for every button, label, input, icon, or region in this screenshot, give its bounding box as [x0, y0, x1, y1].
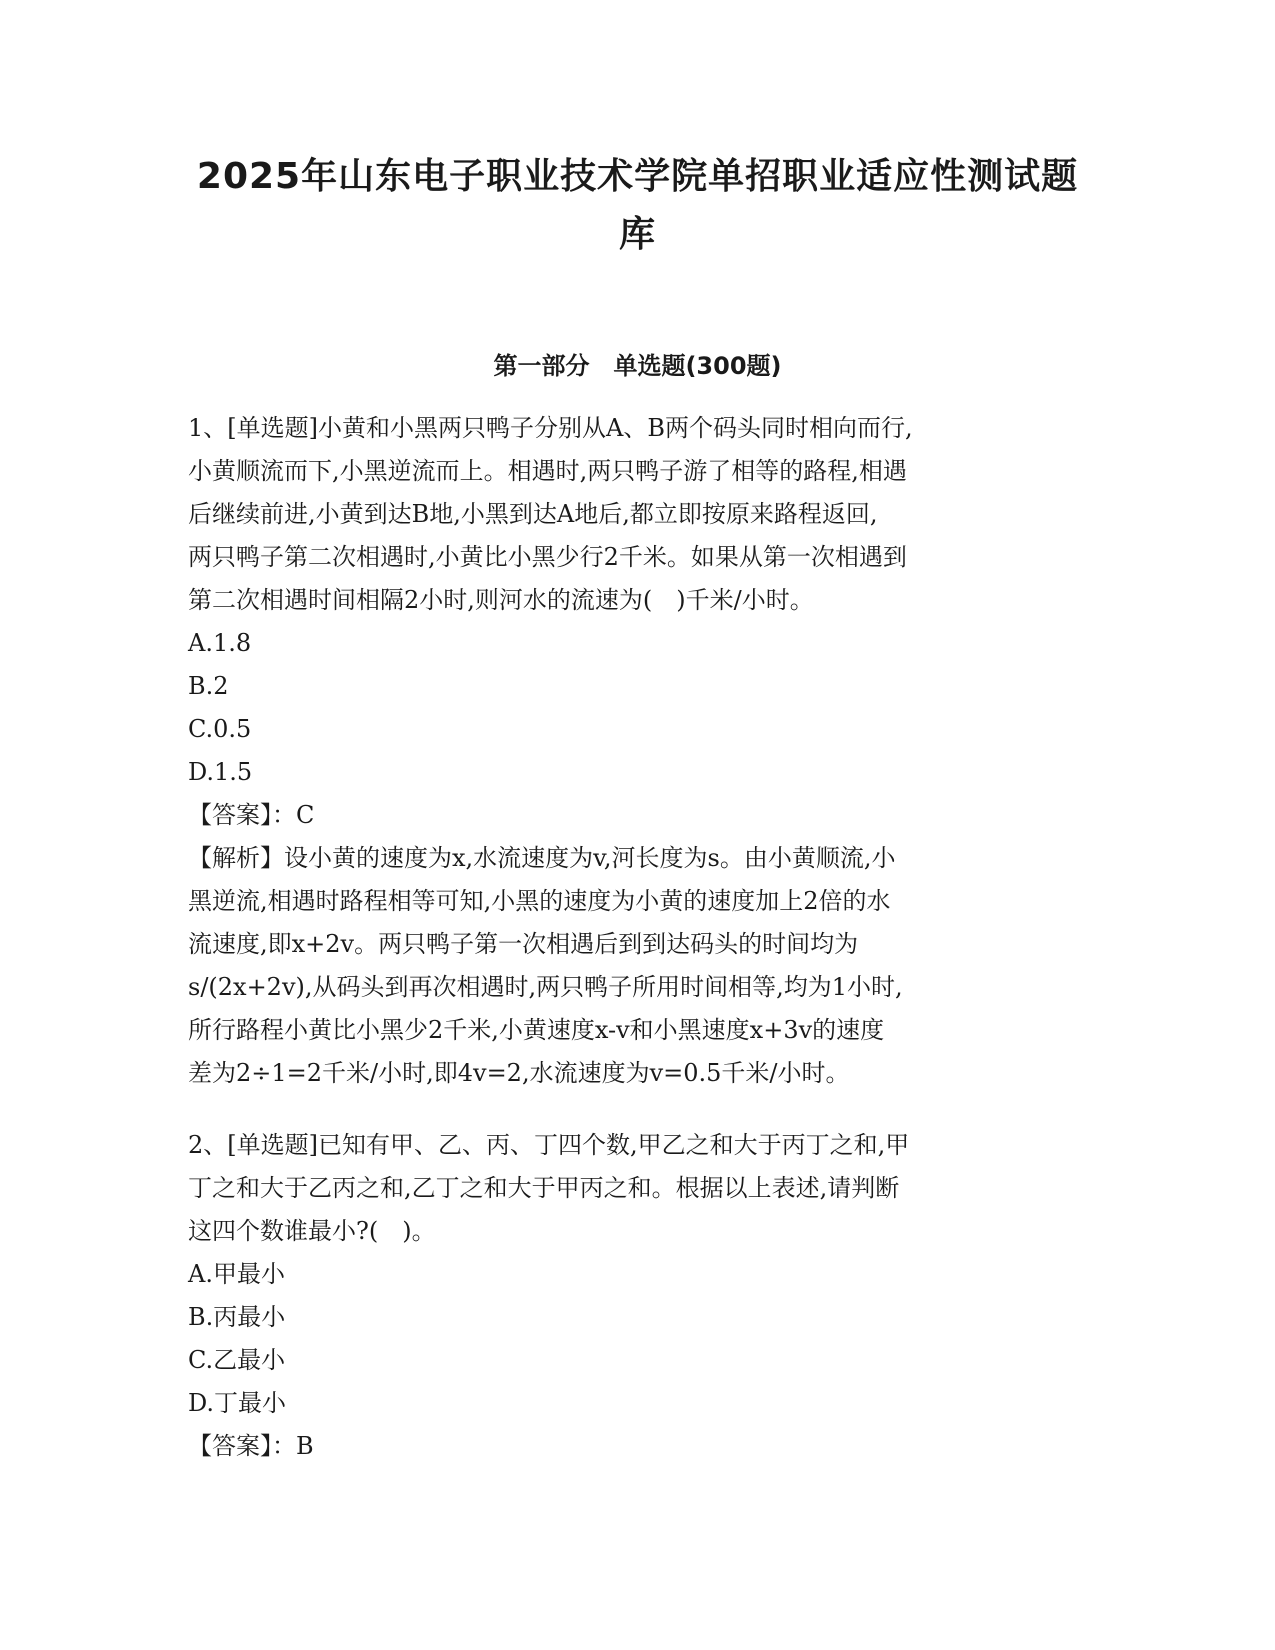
option-c: C.乙最小	[188, 1346, 286, 1374]
option-b: B.丙最小	[188, 1303, 286, 1331]
section-title: 第一部分 单选题(300题)	[493, 352, 782, 380]
option-d: D.丁最小	[188, 1389, 287, 1417]
answer-line	[188, 1425, 1088, 1468]
question-stem-line: 1、[单选题]小黄和小黑两只鸭子分别从A、B两个码头同时相向而行,	[188, 414, 913, 442]
answer-label: 【答案】	[188, 801, 272, 829]
answer-value: ：C	[272, 801, 315, 829]
option-c: C.0.5	[188, 715, 252, 743]
question-stem-line: 两只鸭子第二次相遇时,小黄比小黑少行2千米。如果从第一次相遇到	[188, 543, 907, 571]
option-a: A.甲最小	[188, 1260, 285, 1288]
question-stem-line: 这四个数谁最小?( )。	[188, 1217, 436, 1245]
answer-label: 【答案】	[188, 1432, 272, 1460]
answer-line	[188, 794, 1088, 837]
option-a: A.1.8	[188, 629, 252, 657]
analysis-label: 【解析】	[188, 844, 284, 872]
analysis-line	[188, 837, 1088, 880]
question-stem-line: 2、[单选题]已知有甲、乙、丙、丁四个数,甲乙之和大于丙丁之和,甲	[188, 1131, 910, 1159]
analysis-line: 流速度,即x+2v。两只鸭子第一次相遇后到到达码头的时间均为	[188, 930, 859, 958]
question-stem-line: 第二次相遇时间相隔2小时,则河水的流速为( )千米/小时。	[188, 586, 814, 614]
question-1	[188, 407, 1088, 1095]
option-b: B.2	[188, 672, 229, 700]
question-stem-line: 丁之和大于乙丙之和,乙丁之和大于甲丙之和。根据以上表述,请判断	[188, 1174, 900, 1202]
document-title-line-1: 2025年山东电子职业技术学院单招职业适应性测试题	[196, 156, 1079, 197]
analysis-line: 所行路程小黄比小黑少2千米,小黄速度x-v和小黑速度x+3v的速度	[188, 1016, 885, 1044]
analysis-line: s/(2x+2v),从码头到再次相遇时,两只鸭子所用时间相等,均为1小时,	[188, 973, 903, 1001]
analysis-line: 黑逆流,相遇时路程相等可知,小黑的速度为小黄的速度加上2倍的水	[188, 887, 891, 915]
analysis-line: 差为2÷1=2千米/小时,即4v=2,水流速度为v=0.5千米/小时。	[188, 1059, 850, 1087]
document-title	[150, 148, 1125, 264]
question-stem-line: 后继续前进,小黄到达B地,小黑到达A地后,都立即按原来路程返回,	[188, 500, 878, 528]
document-title-line-2: 库	[618, 214, 656, 255]
answer-value: ：B	[272, 1432, 314, 1460]
question-stem-line: 小黄顺流而下,小黑逆流而上。相遇时,两只鸭子游了相等的路程,相遇	[188, 457, 907, 485]
question-2	[188, 1124, 1088, 1468]
analysis-text: 设小黄的速度为x,水流速度为v,河长度为s。由小黄顺流,小	[284, 844, 896, 872]
option-d: D.1.5	[188, 758, 253, 786]
